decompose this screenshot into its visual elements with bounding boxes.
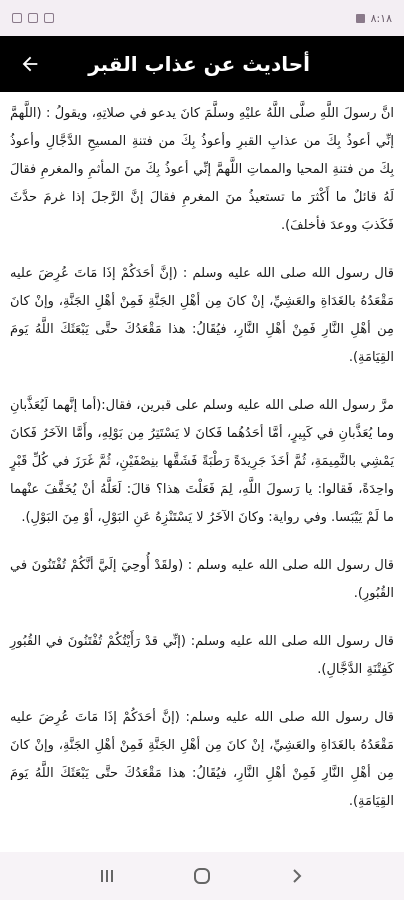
hadith-item: انَّ رسولَ اللَّهِ صلَّى اللَّهُ عليْهِ وسلَّمَ كانَ يدعو في صلاتِهِ، ويقولُ : (اللَّهمَّ إنِّي أعوذُ بِكَ من عذابِ القبرِ وأعوذُ بِكَ من فتنةِ المسيحِ الدَّجَّالِ وأعوذُ بِكَ من فتنةِ المحيا والمماتِ اللَّهمَّ إنِّي أعوذُ بِكَ منَ المأثمِ والمغرمِ فقالَ لَهُ قائلٌ ما أَكْثرَ ما تستعيذُ منَ المغرمِ فقالَ إنَّ الرَّجلَ إذا غرمَ حدَّثَ فَكَذبَ ووعدَ فأخلفَ). [10, 106, 394, 233]
status-icons-left [12, 13, 54, 23]
back-button[interactable] [14, 48, 46, 80]
hadith-item: قال رسول الله صلى الله عليه وسلم: (إنِّي قدْ رَأَيْتُكُمْ تُفْتَنُونَ في القُبُورِ كَفِتْنَةِ الدَّجَّالِ). [10, 634, 394, 677]
home-icon [191, 865, 213, 887]
recents-button[interactable] [87, 856, 127, 896]
hadith-item: مرَّ رسول الله صلى الله عليه وسلم على قبرين، فقال:(أما إنَّهما لَيُعَذَّبانِ وما يُعَذَّبانِ في كَبِيرٍ، أمَّا أحَدُهُما فَكانَ لا يَسْتَتِرُ مِن بَوْلِهِ، وأَمَّا الآخَرُ فَكانَ يَمْشِي بالنَّمِيمَةِ، ثُمَّ أخَذَ جَرِيدَةً رَطْبَةً فَشَقَّها بنِصْفَيْنِ، ثُمَّ غَرَزَ في كُلِّ قَبْرٍ واحِدَةً، فَقالوا: يا رَسولَ اللَّهِ، لِمَ فَعَلْتَ هذا؟ قالَ: لَعَلَّهُ أنْ يُخَفَّفَ عنْهما ما لَمْ يَيْبَسا. وفي رواية: وكانَ الآخَرُ لا يَسْتَنْزِهُ عَنِ البَوْلِ، أوْ مِنَ البَوْلِ). [10, 398, 394, 525]
battery-icon [12, 13, 22, 23]
hadith-list [0, 92, 404, 850]
arrow-back-icon [19, 53, 41, 75]
home-button[interactable] [182, 856, 222, 896]
recents-icon [97, 866, 117, 886]
chevron-back-icon [287, 866, 307, 886]
status-time: ٨:١٨ [370, 11, 392, 25]
app-bar [0, 36, 404, 92]
nav-back-button[interactable] [277, 856, 317, 896]
wifi-icon [28, 13, 38, 23]
status-bar [0, 0, 404, 36]
status-icons-right [356, 12, 392, 25]
page-title: أحاديث عن عذاب القبر [88, 52, 310, 76]
system-nav-bar [0, 852, 404, 900]
app-notification-icon [356, 14, 365, 23]
hadith-item: قال رسول الله صلى الله عليه وسلم : (ولقَدْ أُوحِيَ إلَيَّ أنَّكُمْ تُفْتَنُونَ في القُبُورِ). [10, 558, 394, 601]
notification-icon [44, 13, 54, 23]
hadith-item: قال رسول الله صلى الله عليه وسلم : (إنَّ أحَدَكُمْ إذَا مَاتَ عُرِضَ عليه مَقْعَدُهُ بالغَدَاةِ والعَشِيِّ، إنْ كانَ مِن أهْلِ الجَنَّةِ فَمِنْ أهْلِ الجَنَّةِ، وإنْ كانَ مِن أهْلِ النَّارِ فَمِنْ أهْلِ النَّارِ، فيُقَالُ: هذا مَقْعَدُكَ حتَّى يَبْعَثَكَ اللَّهُ يَومَ القِيَامَةِ). [10, 266, 394, 365]
hadith-item: قال رسول الله صلى الله عليه وسلم: (إنَّ أحَدَكُمْ إذَا مَاتَ عُرِضَ عليه مَقْعَدُهُ بالغَدَاةِ والعَشِيِّ، إنْ كانَ مِن أهْلِ الجَنَّةِ فَمِنْ أهْلِ الجَنَّةِ، وإنْ كانَ مِن أهْلِ النَّارِ فَمِنْ أهْلِ النَّارِ، فيُقَالُ: هذا مَقْعَدُكَ حتَّى يَبْعَثَكَ اللَّهُ يَومَ القِيَامَةِ). [10, 710, 394, 809]
